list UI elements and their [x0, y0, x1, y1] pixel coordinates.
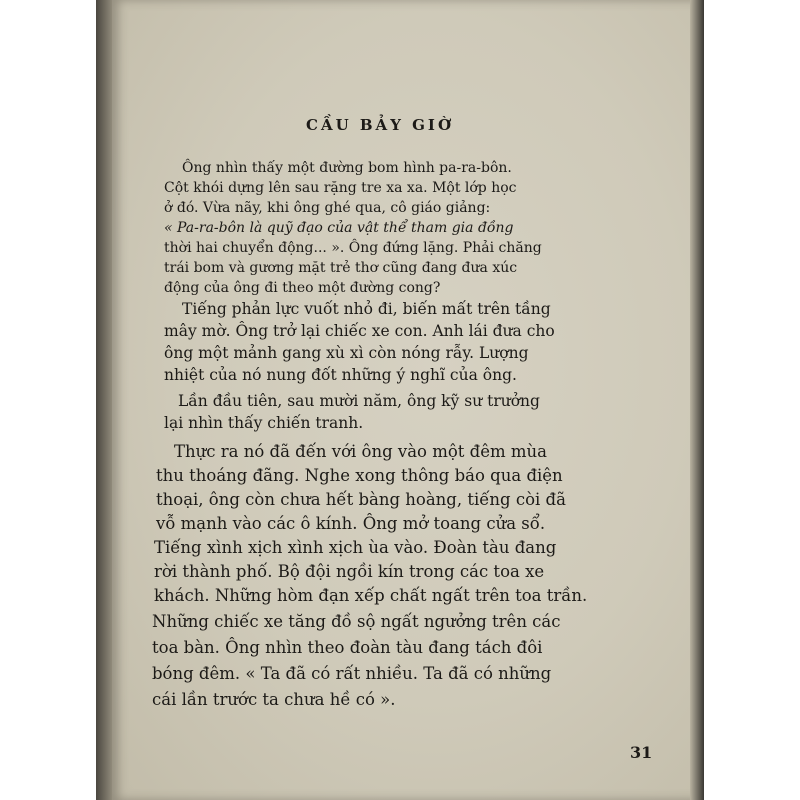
- text-line: thoại, ông còn chưa hết bàng hoàng, tiếng còi đã: [156, 490, 566, 509]
- text-line: Tiếng phản lực vuốt nhỏ đi, biến mất trên tầng: [182, 300, 551, 318]
- text-line: « Pa-ra-bôn là quỹ đạo của vật thể tham gia đồng: [164, 220, 514, 236]
- text-line: động của ông đi theo một đường cong?: [164, 280, 441, 296]
- text-line: cái lần trước ta chưa hề có ».: [152, 690, 396, 709]
- chapter-title: CẦU BẢY GIỜ: [306, 116, 455, 134]
- text-line: bóng đêm. « Ta đã có rất nhiều. Ta đã có những: [152, 664, 552, 683]
- page-edge-shadow: [690, 0, 704, 800]
- text-line: Tiếng xình xịch xình xịch ùa vào. Đoàn tàu đang: [154, 538, 557, 557]
- text-line: thu thoáng đãng. Nghe xong thông báo qua điện: [156, 466, 563, 485]
- text-line: Những chiếc xe tăng đồ sộ ngất ngưởng trên các: [152, 612, 561, 631]
- text-line: mây mờ. Ông trở lại chiếc xe con. Anh lái đưa cho: [164, 322, 555, 340]
- text-line: Ông nhìn thấy một đường bom hình pa-ra-bôn.: [182, 160, 512, 176]
- text-line: toa bàn. Ông nhìn theo đoàn tàu đang tách đôi: [152, 638, 543, 657]
- text-line: thời hai chuyển động... ». Ông đứng lặng. Phải chăng: [164, 240, 542, 256]
- text-line: ông một mảnh gang xù xì còn nóng rẫy. Lượng: [164, 344, 529, 362]
- text-line: vỗ mạnh vào các ô kính. Ông mở toang cửa sổ.: [156, 514, 546, 533]
- text-line: Thực ra nó đã đến với ông vào một đêm mùa: [174, 442, 548, 461]
- text-line: Cột khói dựng lên sau rặng tre xa xa. Một lớp học: [164, 180, 517, 196]
- text-line: nhiệt của nó nung đốt những ý nghĩ của ông.: [164, 366, 517, 384]
- text-line: khách. Những hòm đạn xếp chất ngất trên toa trần.: [154, 586, 588, 605]
- text-line: Lần đầu tiên, sau mười năm, ông kỹ sư trưởng: [178, 392, 540, 410]
- text-line: ở đó. Vừa nãy, khi ông ghé qua, cô giáo giảng:: [164, 200, 491, 216]
- text-line: lại nhìn thấy chiến tranh.: [164, 414, 364, 432]
- text-line: rời thành phố. Bộ đội ngồi kín trong các toa xe: [154, 562, 545, 581]
- page-number: 31: [630, 743, 653, 762]
- text-line: trái bom và gương mặt trẻ thơ cũng đang đưa xúc: [164, 260, 518, 276]
